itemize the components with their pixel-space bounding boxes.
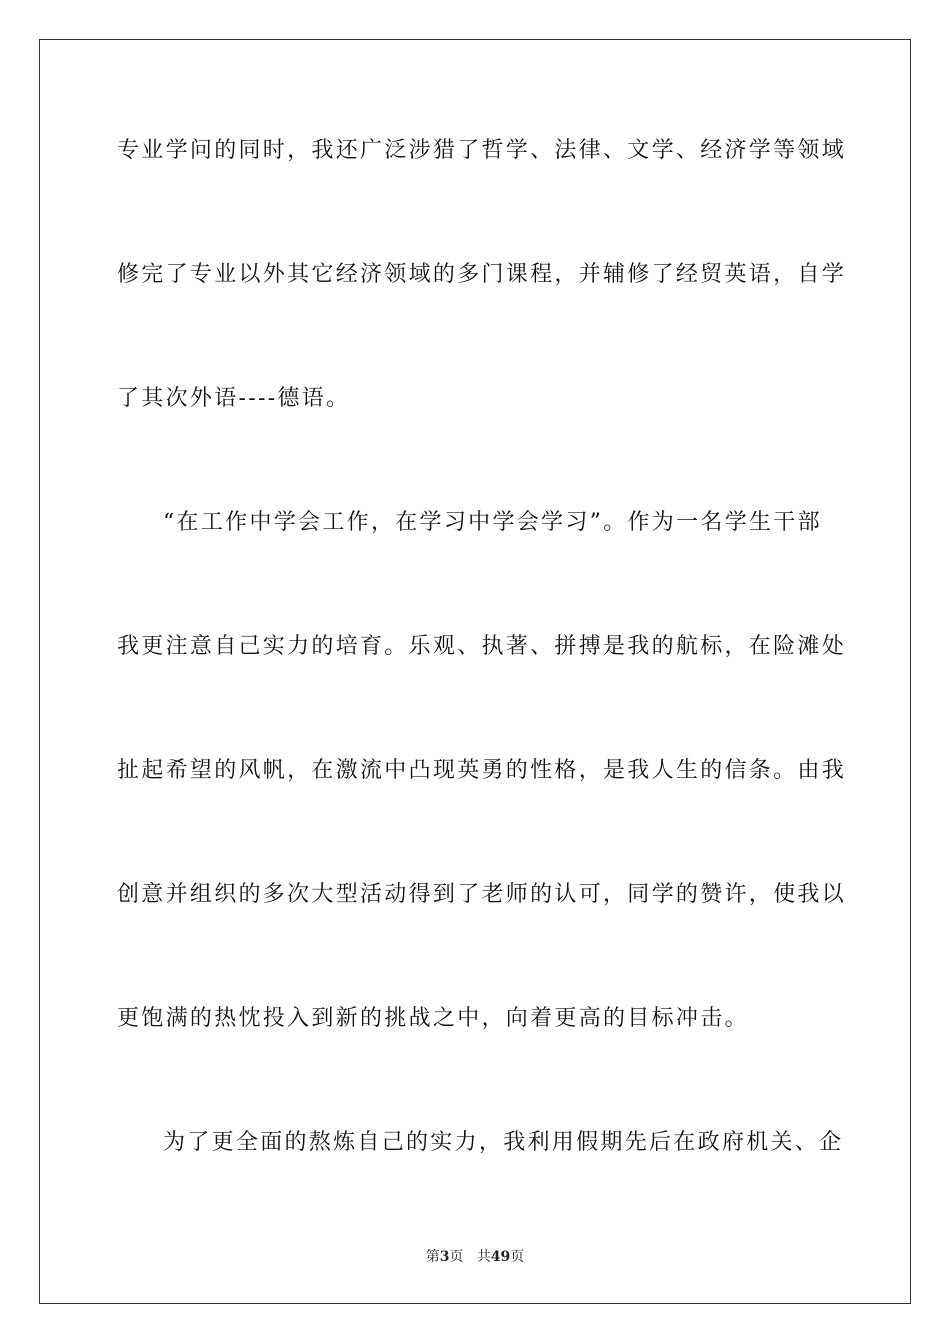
- page-footer: [0, 1247, 950, 1267]
- page-number: 3: [439, 1249, 450, 1265]
- body-line-1: 专业学问的同时，我还广泛涉猎了哲学、法律、文学、经济学等领域: [117, 138, 847, 163]
- total-prefix: 共: [476, 1249, 491, 1265]
- body-line-8: 更饱满的热忱投入到新的挑战之中，向着更高的目标冲击。: [117, 1006, 749, 1031]
- body-line-7: 创意并组织的多次大型活动得到了老师的认可，同学的赞许，使我以: [117, 882, 847, 907]
- body-line-4: “在工作中学会工作，在学习中学会学习”。作为一名学生干部: [163, 510, 822, 535]
- total-pages: 49: [490, 1249, 511, 1265]
- body-line-3: 了其次外语----德语。: [117, 386, 351, 411]
- page-prefix: 第: [425, 1249, 440, 1265]
- body-line-6: 扯起希望的风帆，在激流中凸现英勇的性格，是我人生的信条。由我: [117, 758, 847, 783]
- body-line-5: 我更注意自己实力的培育。乐观、执著、拼搏是我的航标，在险滩处: [117, 634, 847, 659]
- body-line-2: 修完了专业以外其它经济领域的多门课程，并辅修了经贸英语，自学: [117, 262, 847, 287]
- page-border: [39, 39, 911, 1304]
- body-line-9: 为了更全面的熬炼自己的实力，我利用假期先后在政府机关、企: [163, 1130, 844, 1155]
- page-suffix: 页: [449, 1249, 464, 1265]
- total-suffix: 页: [510, 1249, 525, 1265]
